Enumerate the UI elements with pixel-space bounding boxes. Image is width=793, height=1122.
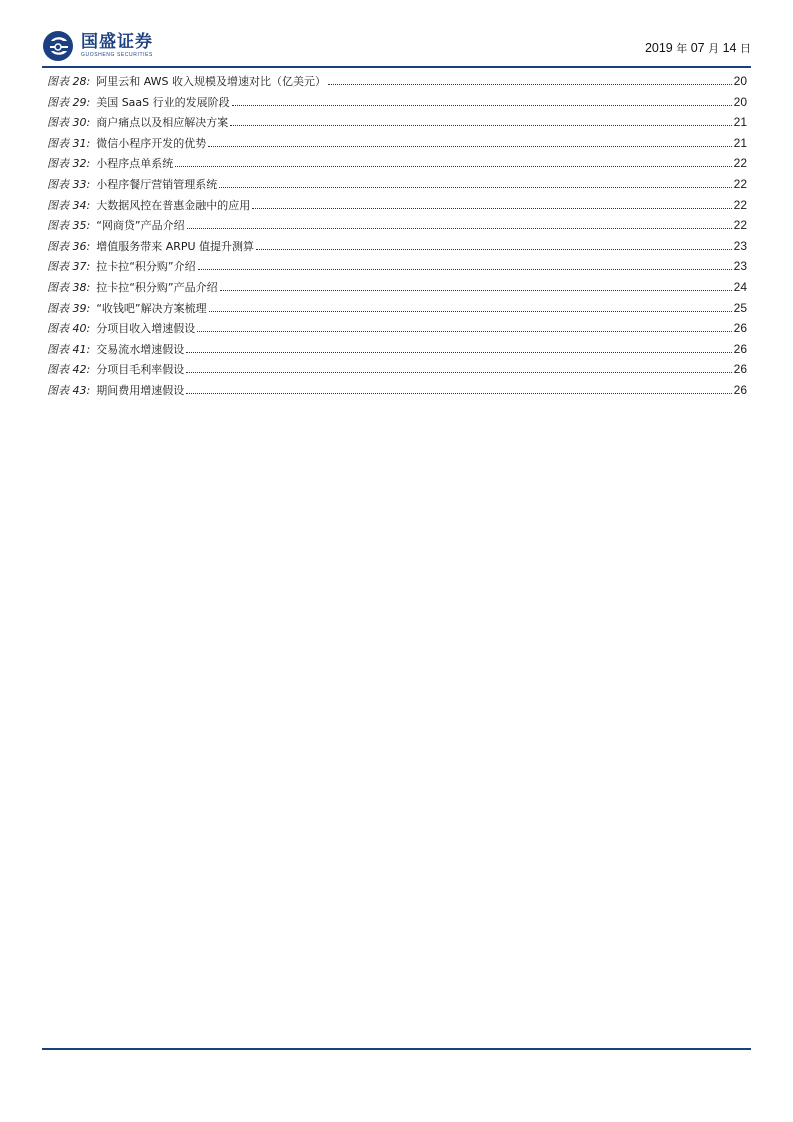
toc-entry-title: 拉卡拉“积分购”介绍 <box>96 260 196 274</box>
toc-entry[interactable] <box>47 153 747 174</box>
dot-leader <box>219 186 731 188</box>
date-month: 07 <box>690 41 705 55</box>
toc-entry[interactable] <box>47 195 747 216</box>
toc-entry-label: 图表 38: <box>47 280 91 294</box>
toc-entry[interactable] <box>47 92 747 113</box>
toc-entry-label: 图表 40: <box>47 322 91 336</box>
toc-entry-label: 图表 37: <box>47 260 91 274</box>
toc-entry-page-number: 23 <box>733 238 747 253</box>
toc-entry-label: 图表 42: <box>47 363 91 377</box>
dot-leader <box>175 165 731 167</box>
toc-entry[interactable] <box>47 236 747 257</box>
toc-entry-title: 美国 SaaS 行业的发展阶段 <box>96 95 230 109</box>
toc-entry-title: 增值服务带来 ARPU 值提升测算 <box>96 239 255 253</box>
dot-leader <box>232 104 732 106</box>
toc-entry-page-number: 26 <box>733 321 747 336</box>
figure-index-list <box>47 71 747 401</box>
toc-entry-page-number: 20 <box>733 94 747 109</box>
toc-entry[interactable] <box>47 339 747 360</box>
brand-name-cn: 国盛证券 <box>81 32 153 52</box>
toc-entry-title: 大数据风控在普惠金融中的应用 <box>96 198 251 212</box>
toc-entry-page-number: 24 <box>733 279 747 294</box>
toc-entry-page-number: 21 <box>733 115 747 130</box>
toc-entry-label: 图表 39: <box>47 301 91 315</box>
toc-entry-title: 阿里云和 AWS 收入规模及增速对比（亿美元） <box>96 75 326 88</box>
toc-entry-page-number: 26 <box>733 341 747 356</box>
toc-entry-label: 图表 43: <box>47 383 91 397</box>
toc-entry[interactable] <box>47 380 747 401</box>
toc-entry-title: 交易流水增速假设 <box>96 342 185 356</box>
dot-leader <box>230 124 731 126</box>
toc-entry-title: 期间费用增速假设 <box>96 383 185 397</box>
toc-entry-page-number: 23 <box>733 259 747 274</box>
toc-entry-label: 图表 28: <box>47 75 91 88</box>
date-month-unit: 月 <box>708 42 720 55</box>
date-day-unit: 日 <box>740 42 751 55</box>
date-day: 14 <box>722 41 737 55</box>
toc-entry-label: 图表 41: <box>47 342 91 356</box>
toc-entry[interactable] <box>47 71 747 92</box>
toc-entry-page-number: 22 <box>733 156 747 171</box>
toc-entry-label: 图表 35: <box>47 219 91 233</box>
toc-entry-title: 分项目收入增速假设 <box>96 322 196 336</box>
dot-leader <box>186 371 731 373</box>
toc-entry[interactable] <box>47 298 747 319</box>
toc-entry-title: 分项目毛利率假设 <box>96 363 185 377</box>
dot-leader <box>197 330 731 332</box>
toc-entry-page-number: 20 <box>733 74 747 88</box>
toc-entry-page-number: 22 <box>733 176 747 191</box>
dot-leader <box>186 392 731 394</box>
dot-leader <box>198 268 732 270</box>
toc-entry-label: 图表 31: <box>47 136 91 150</box>
date-year: 2019 <box>644 41 673 55</box>
brand-logo <box>42 30 153 62</box>
toc-entry-page-number: 21 <box>733 135 747 150</box>
header-divider <box>42 66 751 68</box>
toc-entry[interactable] <box>47 359 747 380</box>
toc-entry-label: 图表 36: <box>47 239 91 253</box>
toc-entry[interactable] <box>47 133 747 154</box>
toc-entry-page-number: 22 <box>733 197 747 212</box>
toc-entry-title: 微信小程序开发的优势 <box>96 136 207 150</box>
guosheng-logo-icon <box>42 30 76 62</box>
toc-entry[interactable] <box>47 112 747 133</box>
toc-entry-title: 商户痛点以及相应解决方案 <box>96 116 229 130</box>
toc-entry-label: 图表 32: <box>47 157 91 171</box>
dot-leader <box>256 248 732 250</box>
dot-leader <box>252 207 731 209</box>
toc-entry-page-number: 25 <box>733 300 747 315</box>
brand-name-en: GUOSHENG SECURITIES <box>81 52 153 58</box>
toc-entry-page-number: 26 <box>733 362 747 377</box>
toc-entry[interactable] <box>47 215 747 236</box>
dot-leader <box>186 351 731 353</box>
page-header <box>42 30 751 64</box>
toc-entry-label: 图表 29: <box>47 95 91 109</box>
toc-entry[interactable] <box>47 277 747 298</box>
report-date <box>645 40 751 56</box>
toc-entry-title: 小程序点单系统 <box>96 157 174 171</box>
toc-entry-label: 图表 34: <box>47 198 91 212</box>
toc-entry[interactable] <box>47 256 747 277</box>
toc-entry[interactable] <box>47 318 747 339</box>
toc-entry-label: 图表 30: <box>47 116 91 130</box>
dot-leader <box>220 289 732 291</box>
dot-leader <box>328 83 732 85</box>
toc-entry-title: 拉卡拉“积分购”产品介绍 <box>96 280 218 294</box>
toc-entry-label: 图表 33: <box>47 177 91 191</box>
dot-leader <box>209 310 732 312</box>
toc-entry[interactable] <box>47 174 747 195</box>
toc-entry-page-number: 26 <box>733 382 747 397</box>
dot-leader <box>187 227 732 229</box>
toc-entry-title: “网商贷”产品介绍 <box>96 219 185 233</box>
toc-entry-title: “收钱吧”解决方案梳理 <box>96 301 207 315</box>
date-year-unit: 年 <box>676 42 688 55</box>
toc-entry-page-number: 22 <box>733 218 747 233</box>
dot-leader <box>208 145 731 147</box>
toc-entry-title: 小程序餐厅营销管理系统 <box>96 177 218 191</box>
footer-divider <box>42 1048 751 1050</box>
